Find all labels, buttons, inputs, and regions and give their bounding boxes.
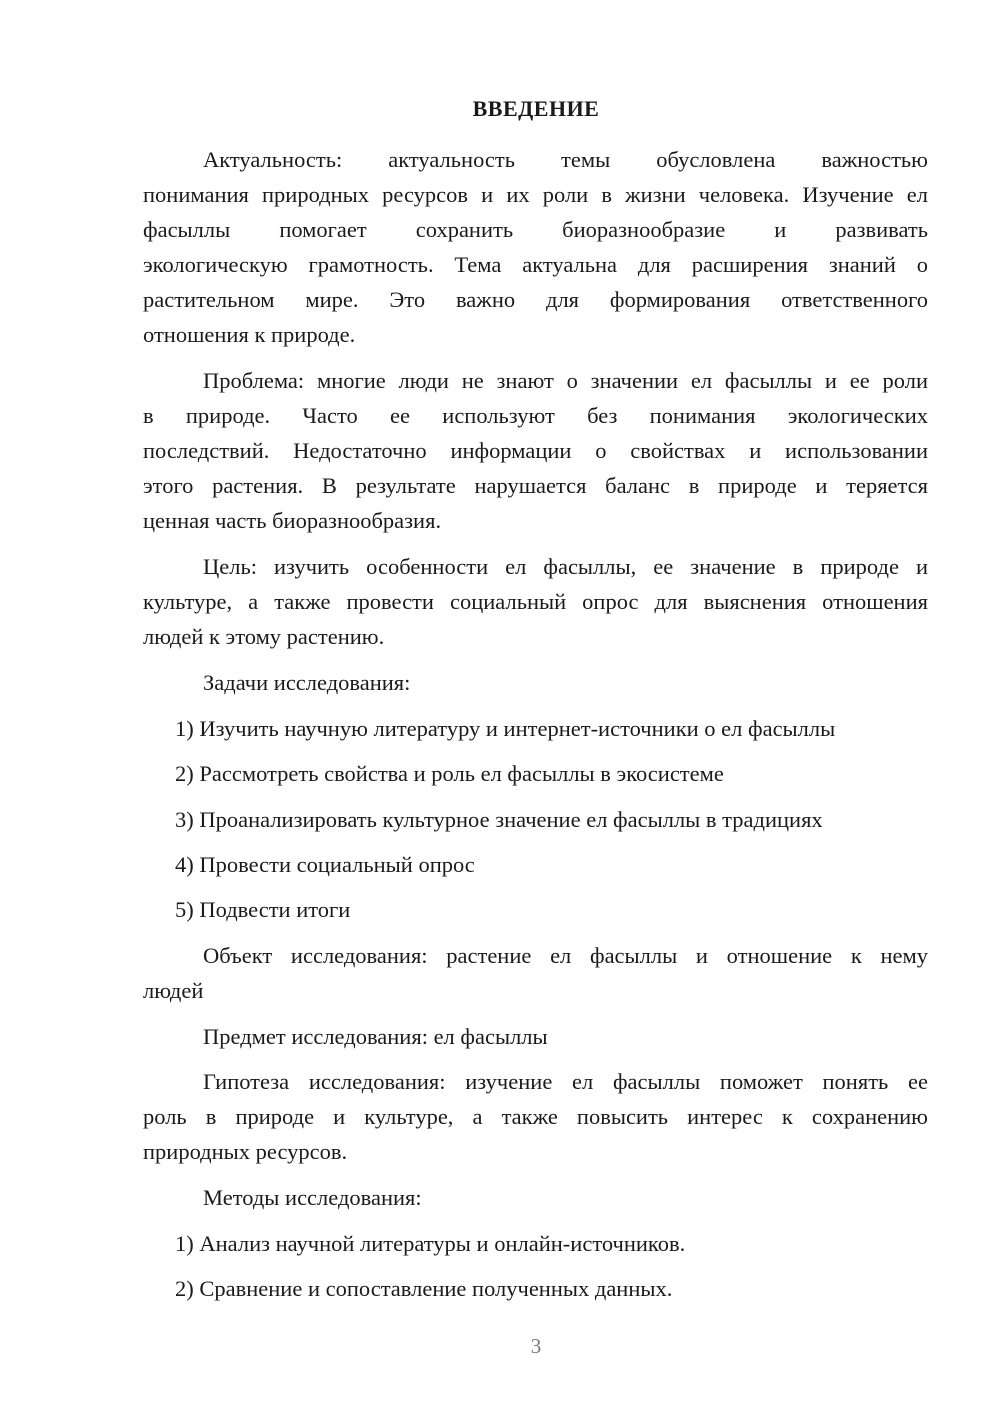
task-item: 2) Рассмотреть свойства и роль ел фасыллы в экосистеме [175, 761, 724, 786]
problem-line: ценная часть биоразнообразия. [143, 508, 442, 533]
object-line: Объект исследования: растение ел фасыллы и отношение к нему [203, 943, 928, 968]
problem-line: этого растения. В результате нарушается баланс в природе и теряется [143, 473, 928, 498]
hypothesis-line: Гипотеза исследования: изучение ел фасыллы поможет понять ее [203, 1069, 928, 1094]
actuality-line: растительном мире. Это важно для формирования ответственного [143, 287, 928, 312]
actuality-line: Актуальность: актуальность темы обусловлена важностью [203, 147, 928, 172]
task-item: 3) Проанализировать культурное значение ел фасыллы в традициях [175, 807, 823, 832]
object-line: людей [143, 978, 204, 1003]
page-number: 3 [530, 1334, 542, 1358]
hypothesis-line: роль в природе и культуре, а также повысить интерес к сохранению [143, 1104, 928, 1129]
task-item: 4) Провести социальный опрос [175, 852, 475, 877]
page-title: ВВЕДЕНИЕ [472, 96, 600, 121]
method-item: 2) Сравнение и сопоставление полученных данных. [175, 1276, 673, 1301]
actuality-line: экологическую грамотность. Тема актуальна для расширения знаний о [143, 252, 928, 277]
subject-line: Предмет исследования: ел фасыллы [203, 1024, 548, 1049]
problem-line: в природе. Часто ее используют без понимания экологических [143, 403, 928, 428]
task-item: 5) Подвести итоги [175, 897, 351, 922]
actuality-line: понимания природных ресурсов и их роли в жизни человека. Изучение ел [143, 182, 928, 207]
goal-line: людей к этому растению. [143, 624, 385, 649]
task-item: 1) Изучить научную литературу и интернет-источники о ел фасыллы [175, 716, 836, 741]
goal-line: Цель: изучить особенности ел фасыллы, ее значение в природе и [203, 554, 928, 579]
tasks-heading: Задачи исследования: [203, 670, 411, 695]
problem-line: Проблема: многие люди не знают о значении ел фасыллы и ее роли [203, 368, 928, 393]
actuality-line: фасыллы помогает сохранить биоразнообразие и развивать [143, 217, 928, 242]
methods-heading: Методы исследования: [203, 1185, 422, 1210]
hypothesis-line: природных ресурсов. [143, 1139, 348, 1164]
actuality-line: отношения к природе. [143, 322, 356, 347]
method-item: 1) Анализ научной литературы и онлайн-источников. [175, 1231, 686, 1256]
problem-line: последствий. Недостаточно информации о свойствах и использовании [143, 438, 928, 463]
goal-line: культуре, а также провести социальный опрос для выяснения отношения [143, 589, 928, 614]
